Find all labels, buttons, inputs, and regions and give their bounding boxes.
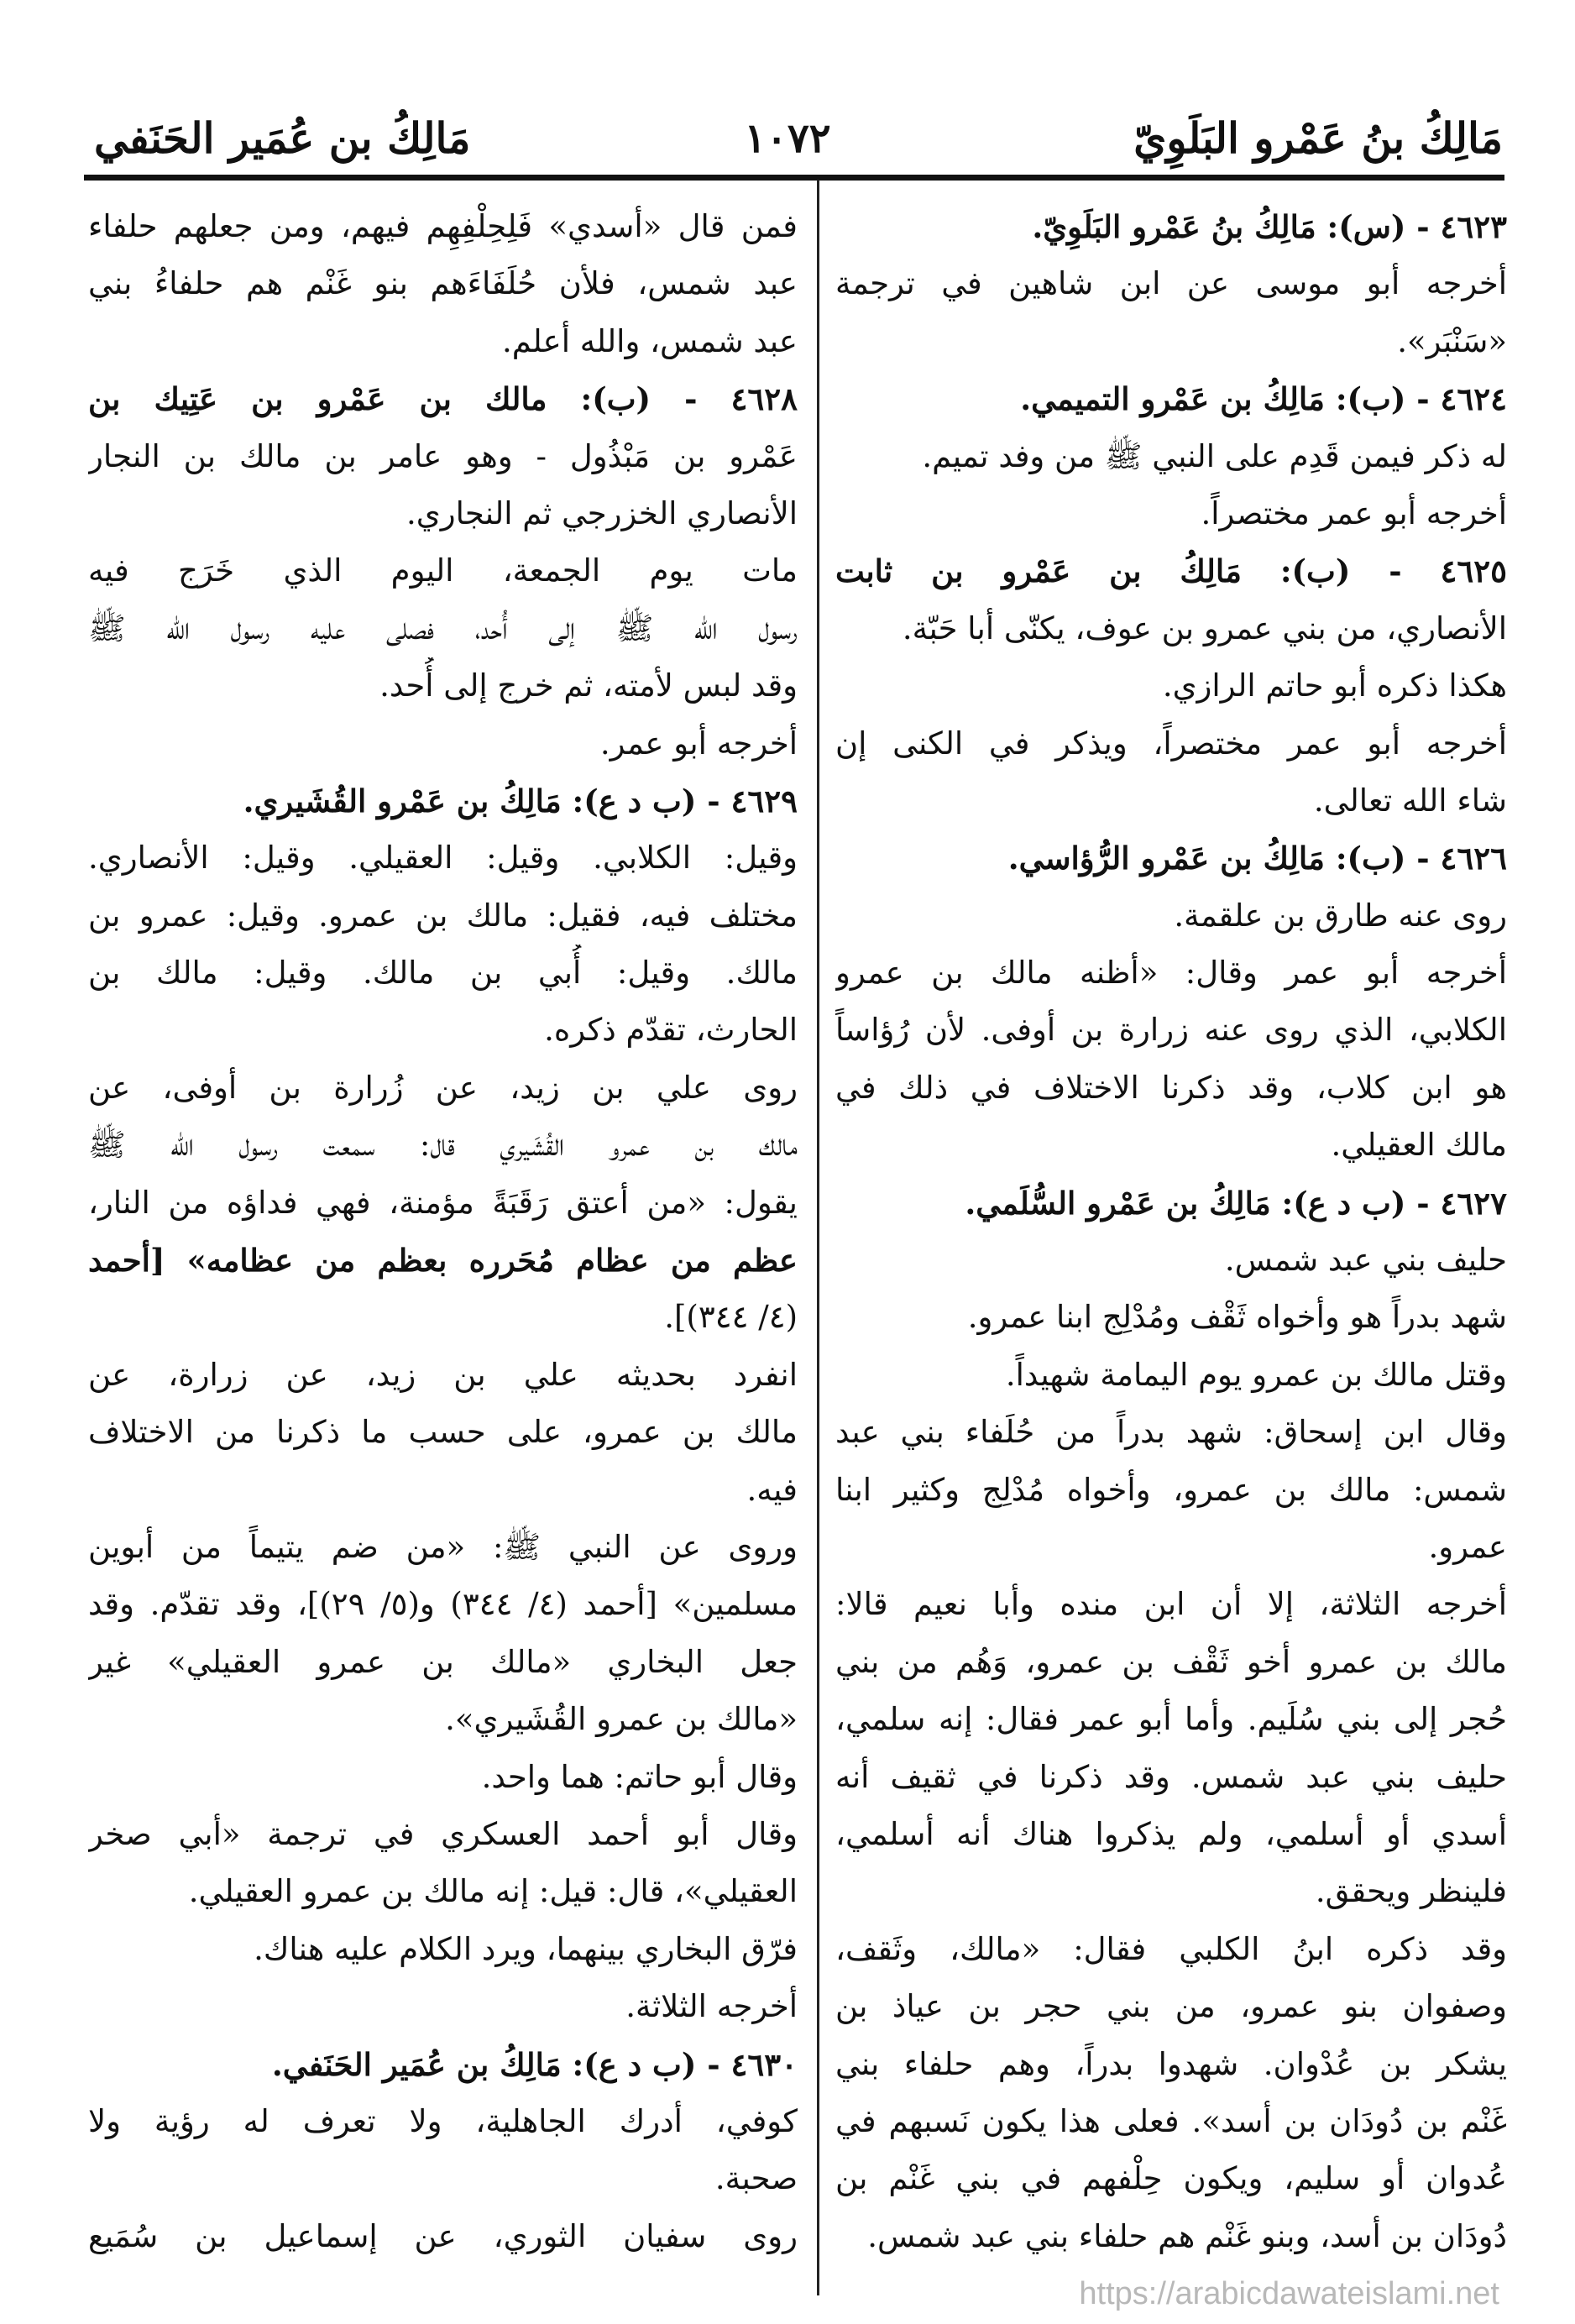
text-line: يقول: «من أعتق رَقَبَةً مؤمنة، فهي فداؤه من النار،: [88, 1184, 798, 1221]
entry-heading-line: ٤٦٣٠ - (ب د ع): مَالِكُ بن عُمَير الحَنَفي.: [271, 2045, 798, 2083]
text-line: وقال أبو حاتم: هما واحد.: [481, 1758, 798, 1795]
entry-heading-line: ٤٦٢٨ - (ب): مالك بن عَمْرو بن عَتِيك بن: [88, 380, 798, 418]
text-line: الكلابي، الذي روى عنه زرارة بن أوفى. لأن رُؤاساً: [835, 1012, 1507, 1049]
text-line: الحارث، تقدّم ذكره.: [544, 1012, 798, 1049]
text-line: شاء الله تعالى.: [1313, 782, 1507, 819]
text-line: روى علي بن زيد، عن زُرارة بن أوفى، عن: [88, 1069, 798, 1106]
text-line: كوفي، أدرك الجاهلية، ولا تعرف له رؤية ولا: [88, 2102, 798, 2139]
text-line: وقتل مالك بن عمرو يوم اليمامة شهيداً.: [1005, 1356, 1507, 1393]
text-line: أسدي أو أسلمي، ولم يذكروا هناك أنه أسلمي،: [835, 1815, 1507, 1852]
entry-heading-line: ٤٦٢٩ - (ب د ع): مَالِكُ بن عَمْرو القُشَيري.: [243, 782, 798, 819]
entry-heading-line: ٤٦٢٤ - (ب): مَالِكُ بن عَمْرو التميمي.: [1020, 380, 1507, 418]
text-line: عمرو.: [1428, 1528, 1507, 1565]
column-divider: [817, 180, 819, 2295]
text-line: هو ابن كلاب، وقد ذكرنا الاختلاف في ذلك في: [835, 1069, 1507, 1106]
text-line: عبد شمس، فلأن حُلَفَاءَهم بنو غَنْم هم حلفاءُ بني: [88, 265, 798, 302]
watermark: https://arabicdawateislami.net: [1079, 2276, 1499, 2311]
text-line: وقال أبو أحمد العسكري في ترجمة «أبي صخر: [88, 1815, 798, 1852]
text-line: وروى عن النبي ﷺ: «من ضم يتيماً من أبوين: [88, 1528, 798, 1565]
text-line: الأنصاري، من بني عمرو بن عوف، يكنّى أبا حَبّة.: [902, 610, 1507, 646]
text-line: أخرجه أبو عمر.: [599, 725, 798, 762]
text-line: مالك بن عمرو، على حسب ما ذكرنا من الاختلاف: [88, 1414, 798, 1451]
text-line: أخرجه الثلاثة.: [625, 1988, 798, 2025]
text-line: العقيلي»، قال: قيل: إنه مالك بن عمرو العقيلي.: [188, 1873, 798, 1910]
text-line: مالك. وقيل: أُبي بن مالك. وقيل: مالك بن: [88, 955, 798, 992]
text-line: «سَنْبَر».: [1397, 322, 1507, 359]
text-line: فلينظر ويحقق.: [1315, 1873, 1507, 1910]
text-line: فمن قال «أسدي» فَلِحِلْفِهِم فيهم، ومن جعلهم حلفاء: [88, 208, 798, 244]
text-line: عبد شمس، والله أعلم.: [502, 322, 798, 359]
text-line: روى عنه طارق بن علقمة.: [1174, 897, 1507, 934]
text-line: وقد ذكره ابنُ الكلبي فقال: «مالك، وثَقف،: [835, 1930, 1507, 1967]
text-line: رسول الله ﷺ إلى أُحد، فصلى عليه رسول الله ﷺ: [88, 610, 798, 646]
text-line: وقال ابن إسحاق: شهد بدراً من حُلَفاء بني عبد: [835, 1414, 1507, 1451]
text-line: (٤/ ٣٤٤)].: [664, 1299, 798, 1336]
text-line: فرّق البخاري بينهما، ويرد الكلام عليه هناك.: [254, 1930, 798, 1967]
text-line: مالك العقيلي.: [1331, 1127, 1507, 1164]
entry-heading-line: ٤٦٢٣ - (س): مَالِكُ بنُ عَمْرو البَلَوِيّ.: [1032, 208, 1507, 245]
text-line: روى سفيان الثوري، عن إسماعيل بن سُمَيع: [88, 2217, 798, 2254]
text-line: يشكر بن عُدْوان. شهدوا بدراً، وهم حلفاء بني: [835, 2045, 1507, 2082]
text-line: الأنصاري الخزرجي ثم النجاري.: [406, 495, 798, 531]
entry-heading-line: عظم من عظام مُحَرره بعظم من عظامه» [أحمد: [88, 1242, 798, 1280]
text-line: شمس: مالك بن عمرو، وأخواه مُدْلِج وكثير ابنا: [835, 1471, 1507, 1508]
text-line: مات يوم الجمعة، اليوم الذي خَرَج فيه: [88, 552, 798, 589]
text-line: غَنْم بن دُودَان بن أسد». فعلى هذا يكون نَسبهم في: [835, 2102, 1507, 2139]
running-header-right: مَالِكُ بنُ عَمْرو البَلَوِيّ: [1133, 113, 1503, 163]
text-line: شهد بدراً هو وأخواه ثَقْف ومُدْلِج ابنا عمرو.: [967, 1299, 1507, 1336]
running-header-left: مَالِكُ بن عُمَير الحَنَفي: [94, 113, 471, 163]
text-line: أخرجه أبو عمر مختصراً.: [1201, 495, 1507, 531]
text-line: وقد لبس لأمته، ثم خرج إلى أُحد.: [379, 667, 798, 704]
text-line: هكذا ذكره أبو حاتم الرازي.: [1162, 667, 1507, 704]
text-line: أخرجه أبو موسى عن ابن شاهين في ترجمة: [835, 265, 1507, 302]
entry-heading-line: ٤٦٢٥ - (ب): مَالِكُ بن عَمْرو بن ثابت: [835, 552, 1507, 590]
text-line: مسلمين» [أحمد (٤/ ٣٤٤) و(٥/ ٢٩)]، وقد تقدّم. وقد: [88, 1586, 798, 1623]
entry-heading-line: ٤٦٢٦ - (ب): مَالِكُ بن عَمْرو الرُّؤاسي.: [1007, 840, 1507, 877]
page-number: ١٠٧٢: [744, 115, 831, 162]
text-line: فيه.: [746, 1471, 798, 1508]
text-line: أخرجه أبو عمر مختصراً، ويذكر في الكنى إن: [835, 725, 1507, 762]
text-line: انفرد بحديثه علي بن زيد، عن زرارة، عن: [88, 1356, 798, 1393]
text-line: مالك بن عمرو القُشَيري قال: سمعت رسول الله ﷺ: [88, 1127, 798, 1164]
text-line: أخرجه أبو عمر وقال: «أظنه مالك بن عمرو: [835, 955, 1507, 992]
text-line: مختلف فيه، فقيل: مالك بن عمرو. وقيل: عمرو بن: [88, 897, 798, 934]
text-line: «مالك بن عمرو القُشَيري».: [445, 1701, 798, 1738]
text-line: عَمْرو بن مَبْذُول - وهو عامر بن مالك بن النجار: [88, 437, 798, 474]
text-line: حُجر إلى بني سُلَيم. وأما أبو عمر فقال: إنه سلمي،: [835, 1701, 1507, 1738]
text-line: وقيل: الكلابي. وقيل: العقيلي. وقيل: الأنصاري.: [88, 840, 798, 877]
text-line: مالك بن عمرو أخو ثَقْف بن عمرو، وَهُم من بني: [835, 1643, 1507, 1680]
text-line: عُدوان أو سليم، ويكون حِلْفهم في بني غَنْم بن: [835, 2160, 1507, 2197]
text-line: له ذكر فيمن قَدِم على النبي ﷺ من وفد تميم.: [922, 437, 1507, 474]
text-line: دُودَان بن أسد، وبنو غَنْم هم حلفاء بني عبد شمس.: [867, 2217, 1507, 2254]
text-line: صحبة.: [714, 2160, 798, 2197]
text-line: حليف بني عبد شمس.: [1224, 1242, 1507, 1279]
text-line: أخرجه الثلاثة، إلا أن ابن منده وأبا نعيم قالا:: [835, 1586, 1507, 1623]
text-line: جعل البخاري «مالك بن عمرو العقيلي» غير: [88, 1643, 798, 1680]
right-column: [835, 198, 1507, 2265]
left-column: [88, 198, 798, 2265]
text-line: حليف بني عبد شمس. وقد ذكرنا في ثقيف أنه: [835, 1758, 1507, 1795]
header-rule: [84, 175, 1504, 181]
entry-heading-line: ٤٦٢٧ - (ب د ع): مَالِكُ بن عَمْرو السُّلَمي.: [965, 1184, 1507, 1222]
text-line: وصفوان بنو عمرو، من بني حجر بن عياذ بن: [835, 1988, 1507, 2025]
